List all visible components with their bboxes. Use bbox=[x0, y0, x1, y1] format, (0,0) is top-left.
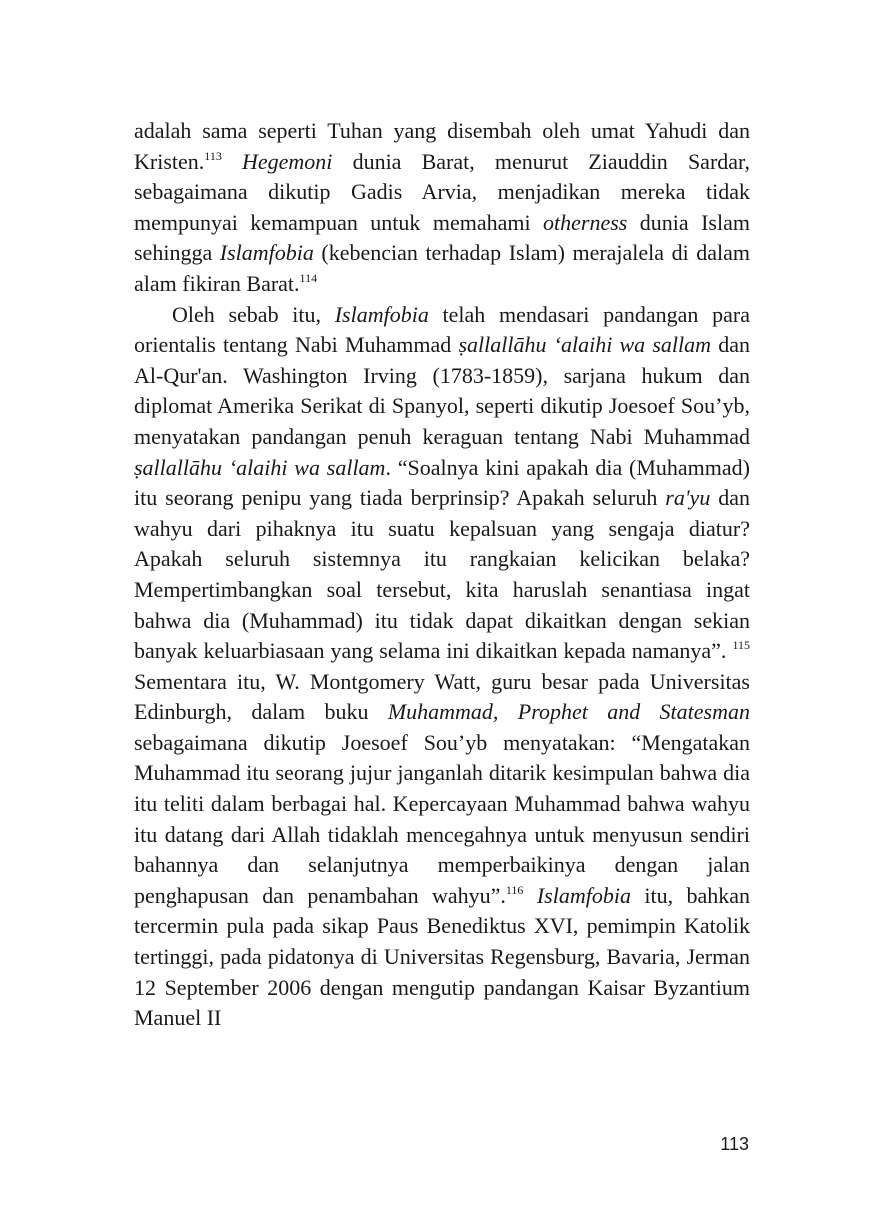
text-run: . “Soalnya kini apakah dia (Muhammad) itu seorang penipu yang tiada berprinsip? Apakah seluruh bbox=[134, 454, 750, 511]
italic-term: Islamfobia bbox=[536, 882, 631, 908]
footnote-ref: 115 bbox=[732, 638, 750, 653]
italic-term: ṣallallāhu ‘alaihi wa sallam bbox=[458, 332, 712, 358]
text-run: dunia Barat, menurut Ziauddin Sardar, sebagaimana dikutip Gadis Arvia, menjadikan mereka tidak mempunyai kemampuan untuk memahami bbox=[134, 148, 750, 235]
text-run: Sementara itu, W. Montgomery Watt, guru besar pada Universitas Edinburgh, dalam buku bbox=[134, 668, 750, 725]
text-run: dan wahyu dari pihaknya itu suatu kepalsuan yang sengaja diatur? Apakah seluruh sistemnya itu rangkaian kelicikan belaka? Mempertimbangkan soal tersebut, kita haruslah senantiasa ingat bahwa dia (Muhammad) itu tidak dapat dikaitkan dengan sekian banyak keluarbiasaan yang selama ini dikaitkan kepada namanya”. bbox=[134, 485, 750, 664]
italic-term: otherness bbox=[543, 209, 628, 235]
text-run: Oleh sebab itu, bbox=[172, 301, 335, 327]
italic-term: Muhammad, Prophet and Statesman bbox=[387, 699, 750, 725]
footnote-ref: 113 bbox=[204, 148, 222, 163]
italic-term: ṣallallāhu ‘alaihi wa sallam bbox=[134, 454, 386, 480]
italic-term: Islamfobia bbox=[334, 301, 429, 327]
text-run bbox=[523, 883, 536, 908]
italic-term: Islamfobia bbox=[219, 240, 314, 266]
text-run: itu, bahkan tercermin pula pada sikap Paus Benediktus XVI, pemimpin Katolik tertinggi, pada pidatonya di Universitas Regensburg, Bavaria, Jerman 12 September 2006 dengan mengutip pandangan Kaisar Byzantium Manuel II bbox=[134, 882, 750, 1031]
paragraph bbox=[134, 300, 750, 1034]
text-run bbox=[222, 149, 242, 174]
text-run: sebagaimana dikutip Joesoef Sou’yb menyatakan: “Mengatakan Muhammad itu seorang jujur janganlah ditarik kesimpulan bahwa dia itu teliti dalam berbagai hal. Kepercayaan Muhammad bahwa wahyu itu datang dari Allah tidaklah mencegahnya untuk menyusun sendiri bahannya dan selanjutnya memperbaikinya dengan jalan penghapusan dan penambahan wahyu”. bbox=[134, 729, 750, 908]
italic-term: ra'yu bbox=[665, 485, 711, 511]
text-run: dan Al-Qur'an. Washington Irving (1783-1859), sarjana hukum dan diplomat Amerika Serikat di Spanyol, seperti dikutip Joesoef Sou’yb, menyatakan pandangan penuh keraguan tentang Nabi Muhammad bbox=[134, 332, 750, 449]
text-run: (kebencian terhadap Islam) merajalela di dalam alam fikiran Barat. bbox=[134, 240, 751, 296]
footnote-ref: 116 bbox=[505, 882, 524, 897]
page-number: 113 bbox=[720, 1134, 749, 1154]
text-run: adalah sama seperti Tuhan yang disembah oleh umat Yahudi dan Kristen. bbox=[134, 118, 750, 174]
footnote-ref: 114 bbox=[299, 270, 318, 285]
body-text bbox=[134, 116, 750, 1034]
italic-term: Hegemoni bbox=[241, 148, 333, 174]
text-run: telah mendasari pandangan para orientalis tentang Nabi Muhammad bbox=[134, 301, 750, 358]
text-run: dunia Islam sehingga bbox=[134, 209, 750, 266]
paragraph bbox=[134, 116, 750, 300]
